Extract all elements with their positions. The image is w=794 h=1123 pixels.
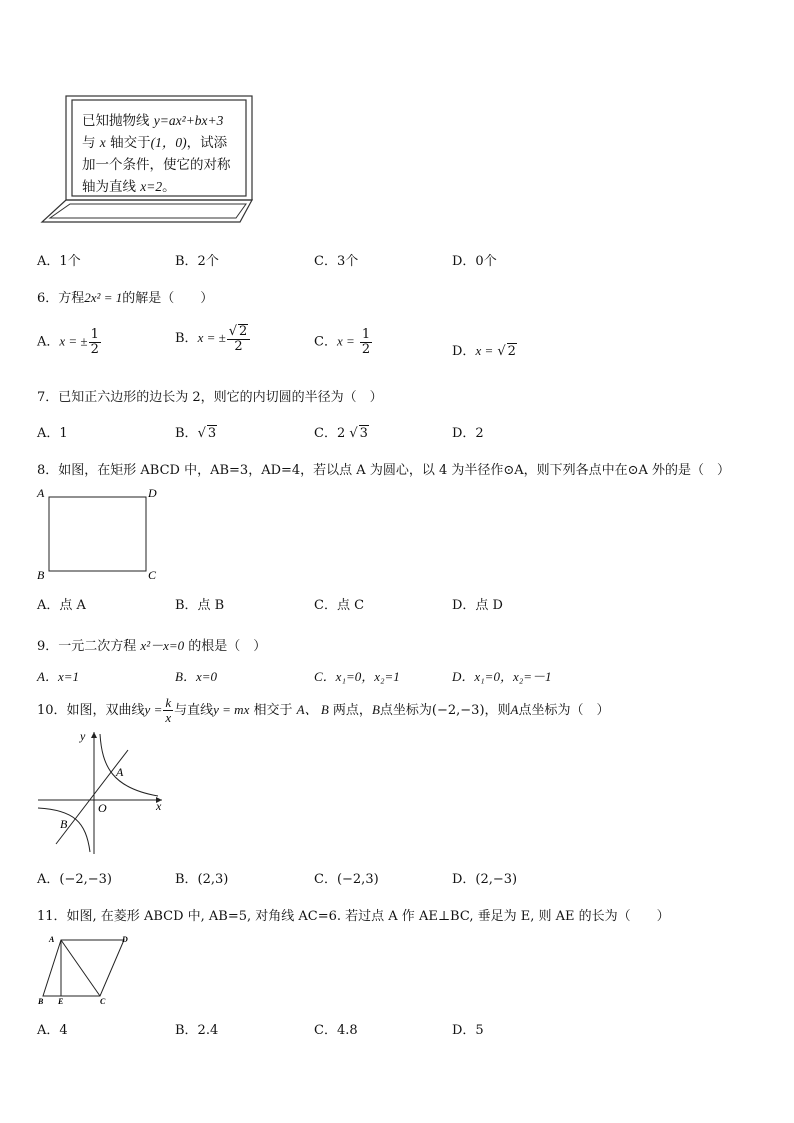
q10-option-a[interactable]: A．(−2,−3) [37, 872, 112, 887]
q8-rectangle-figure [34, 482, 164, 582]
q7-option-d[interactable]: D．2 [452, 426, 484, 441]
q5-option-a[interactable]: A．1个 [37, 254, 81, 269]
q10-stem: 10．如图，双曲线y = $\frac{k}{x}$ 与直线y = mx 相交于 A、 B 两点，B点坐标为(−2,−3)，则A点坐标为（ ） [37, 695, 610, 725]
q11-label-a: A [49, 935, 55, 944]
q8-option-d[interactable]: D．点 D [452, 598, 503, 613]
q11-label-d: D [122, 935, 128, 944]
q10-option-d[interactable]: D．(2,−3) [452, 872, 518, 887]
q11-rhombus-figure [34, 930, 134, 1010]
q10-label-y: y [80, 729, 86, 743]
q6-option-d[interactable]: D．x = √ 2 [452, 343, 516, 359]
q11-stem: 11．如图, 在菱形 ABCD 中, AB=5, 对角线 AC=6. 若过点 A 作 AE⊥BC, 垂足为 E, 则 AE 的长为（ ） [37, 909, 670, 924]
q11-label-b: B [38, 997, 44, 1006]
q11-option-d[interactable]: D．5 [452, 1023, 484, 1038]
q6-option-c[interactable]: C．x = $\frac{1}{2}$ [314, 327, 371, 357]
q9-option-c[interactable]: C．x₁=0，x₂=1 [314, 669, 400, 684]
q8-option-a[interactable]: A．点 A [37, 598, 86, 613]
q7-option-a[interactable]: A．1 [37, 426, 68, 441]
q11-option-c[interactable]: C．4.8 [314, 1023, 358, 1038]
q10-label-o: O [98, 801, 107, 815]
q6-stem: 6．方程2x² = 1的解是（ ） [37, 290, 214, 306]
q10-label-b: B [60, 817, 68, 831]
q5-option-d[interactable]: D．0个 [452, 254, 497, 269]
q8-label-a: A [37, 486, 45, 500]
q10-label-x: x [156, 799, 162, 813]
q9-option-b[interactable]: B．x=0 [175, 669, 217, 684]
q7-option-c[interactable]: C．2 √ 3 [314, 426, 368, 441]
q11-label-e: E [58, 997, 64, 1006]
q9-stem: 9．一元二次方程 x²－x=0 的根是（ ） [37, 638, 267, 654]
q7-stem: 7．已知正六边形的边长为 2，则它的内切圆的半径为（ ） [37, 390, 383, 405]
q10-graph-figure [34, 726, 169, 856]
q8-label-b: B [37, 568, 45, 582]
q8-stem: 8．如图，在矩形 ABCD 中，AB=3，AD=4，若以点 A 为圆心，以 4 为半径作⊙A，则下列各点中在⊙A 外的是（ ） [37, 463, 731, 478]
q11-option-b[interactable]: B．2.4 [175, 1023, 219, 1038]
q11-option-a[interactable]: A．4 [37, 1023, 68, 1038]
q8-option-c[interactable]: C．点 C [314, 598, 365, 613]
q5-option-b[interactable]: B．2个 [175, 254, 219, 269]
q6-option-b[interactable]: B．x = ± $\frac{√ 2}{2}$ [175, 324, 251, 353]
q11-label-c: C [100, 997, 106, 1006]
q6-option-a[interactable]: A．x = ± $\frac{1}{2}$ [37, 327, 99, 357]
q7-option-b[interactable]: B．√ 3 [175, 426, 217, 441]
q10-label-a: A [116, 765, 124, 779]
q10-option-c[interactable]: C．(−2,3) [314, 872, 379, 887]
q9-option-a[interactable]: A．x=1 [37, 669, 79, 684]
q9-option-d[interactable]: D．x₁=0，x₂=－1 [452, 669, 552, 684]
q10-option-b[interactable]: B．(2,3) [175, 872, 229, 887]
q8-option-b[interactable]: B．点 B [175, 598, 225, 613]
q8-label-d: D [148, 486, 157, 500]
q8-label-c: C [148, 568, 157, 582]
card-text: 已知抛物线 y=ax²+bx+3 与 x 轴交于(1，0)，试添 加一个条件，使它的对称 轴为直线 x=2。 [82, 113, 231, 195]
q5-option-c[interactable]: C．3个 [314, 254, 359, 269]
